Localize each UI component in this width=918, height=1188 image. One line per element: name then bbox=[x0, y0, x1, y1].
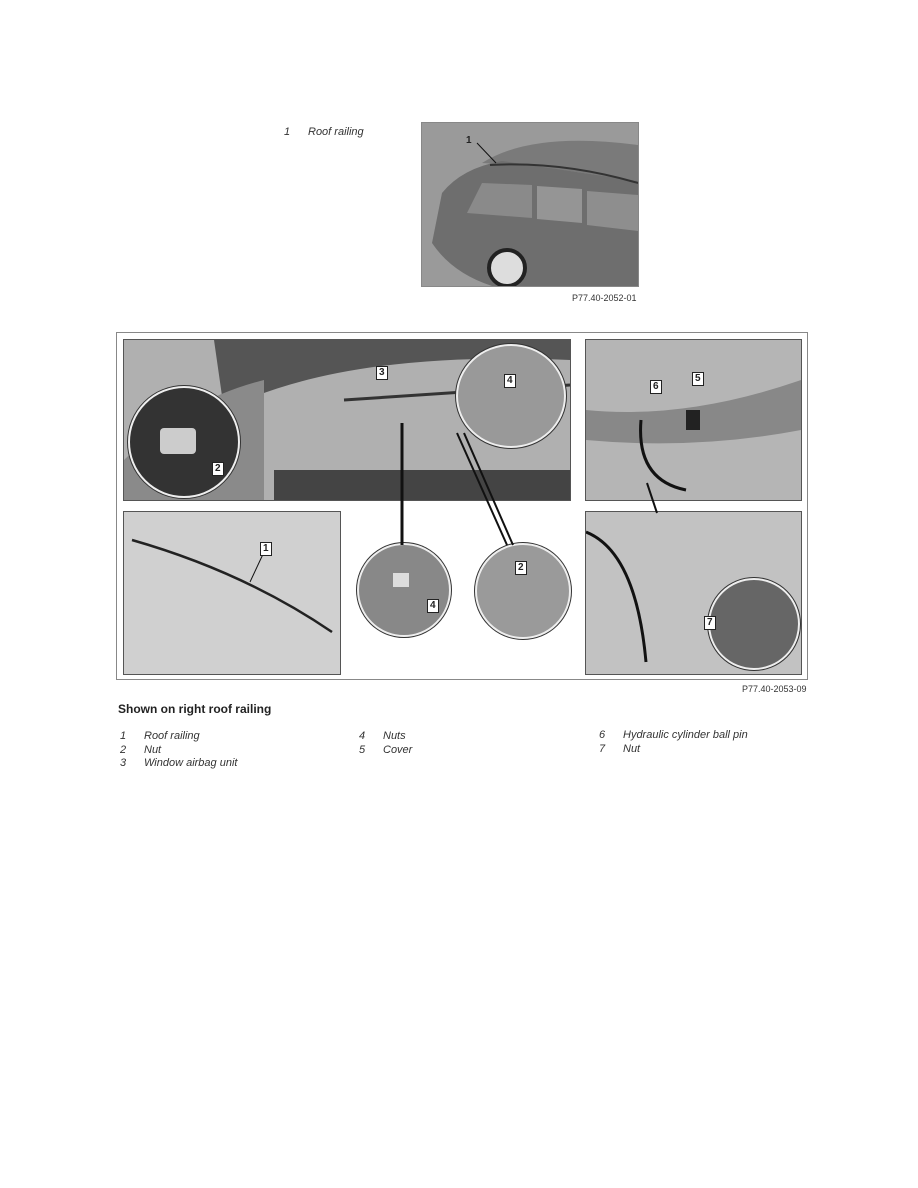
figure1-reference: P77.40-2052-01 bbox=[572, 293, 637, 303]
legend-item bbox=[120, 757, 237, 771]
legend-label: Roof railing bbox=[144, 730, 200, 742]
callout-2: 2 bbox=[212, 462, 224, 476]
legend-column-3 bbox=[599, 729, 748, 756]
legend-number: 1 bbox=[284, 126, 291, 138]
legend-item bbox=[359, 744, 412, 758]
legend-label: Hydraulic cylinder ball pin bbox=[623, 729, 748, 741]
callout-2b: 2 bbox=[515, 561, 527, 575]
callout-7: 7 bbox=[704, 616, 716, 630]
legend-label: Nut bbox=[144, 743, 162, 756]
legend-number: 1 bbox=[120, 730, 127, 742]
figure2-reference: P77.40-2053-09 bbox=[742, 684, 807, 694]
legend-column-2 bbox=[359, 730, 412, 757]
legend-item bbox=[359, 730, 412, 744]
figure2-composite-image bbox=[116, 332, 808, 680]
callout-1: 1 bbox=[260, 542, 272, 556]
legend-item bbox=[120, 730, 237, 744]
legend-column-1 bbox=[120, 730, 237, 771]
figure2-caption: Shown on right roof railing bbox=[118, 702, 272, 716]
legend-item bbox=[120, 744, 237, 758]
legend-number: 3 bbox=[120, 757, 127, 769]
legend-number: 6 bbox=[599, 729, 606, 741]
legend-item bbox=[599, 743, 748, 757]
callout-3: 3 bbox=[376, 366, 388, 380]
callout-1: 1 bbox=[466, 135, 472, 146]
legend-number: 4 bbox=[359, 730, 366, 742]
callout-4b: 4 bbox=[427, 599, 439, 613]
car-illustration bbox=[422, 123, 638, 286]
callout-5: 5 bbox=[692, 372, 704, 386]
legend-label: Nut bbox=[623, 742, 641, 755]
legend-label: Roof railing bbox=[308, 126, 364, 138]
figure1-legend-item bbox=[284, 126, 364, 138]
legend-number: 5 bbox=[359, 743, 366, 756]
legend-number: 7 bbox=[599, 742, 606, 755]
callout-4: 4 bbox=[504, 374, 516, 388]
legend-label: Nuts bbox=[383, 730, 406, 742]
legend-label: Cover bbox=[383, 743, 413, 756]
legend-number: 2 bbox=[120, 743, 127, 756]
leader-lines bbox=[117, 333, 807, 679]
legend-item bbox=[599, 729, 748, 743]
callout-6: 6 bbox=[650, 380, 662, 394]
figure1-car-image bbox=[421, 122, 639, 287]
legend-label: Window airbag unit bbox=[144, 757, 238, 769]
